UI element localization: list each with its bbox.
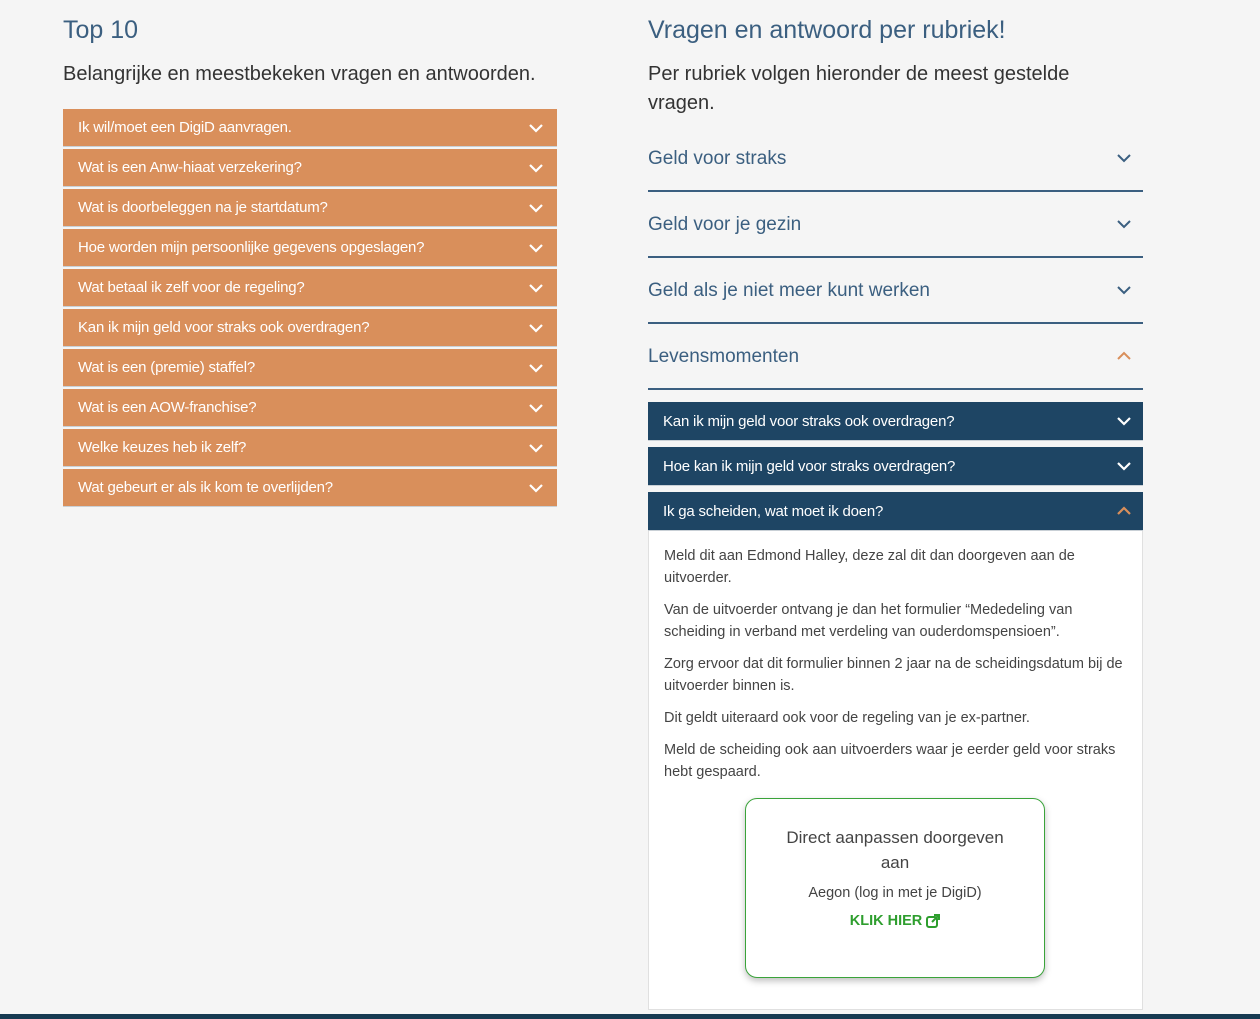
answer-paragraph: Zorg ervoor dat dit formulier binnen 2 jaar na de scheidingsdatum bij de uitvoerder binnen is. xyxy=(664,656,1123,694)
top10-item-label: Wat is doorbeleggen na je startdatum? xyxy=(78,199,328,216)
klik-hier-link[interactable] xyxy=(850,913,941,929)
answer-paragraph: Meld de scheiding ook aan uitvoerders waar je eerder geld voor straks hebt gespaard. xyxy=(664,742,1116,780)
top10-item[interactable] xyxy=(63,149,557,187)
top10-item-label: Hoe worden mijn persoonlijke gegevens opgeslagen? xyxy=(78,239,425,256)
top10-subtitle: Belangrijke en meestbekeken vragen en antwoorden. xyxy=(63,63,536,85)
chevron-down-icon xyxy=(527,199,545,217)
top10-list xyxy=(63,109,557,509)
chevron-down-icon xyxy=(527,239,545,257)
chevron-down-icon xyxy=(1115,215,1133,233)
top10-item-label: Wat gebeurt er als ik kom te overlijden? xyxy=(78,479,333,496)
top10-item-label: Kan ik mijn geld voor straks ook overdragen? xyxy=(78,319,370,336)
chevron-down-icon xyxy=(527,119,545,137)
top10-item-label: Wat is een (premie) staffel? xyxy=(78,359,255,376)
answer-paragraph: Dit geldt uiteraard ook voor de regeling van je ex-partner. xyxy=(664,710,1030,726)
top10-item-label: Welke keuzes heb ik zelf? xyxy=(78,439,247,456)
top10-item[interactable] xyxy=(63,309,557,347)
top10-title: Top 10 xyxy=(63,16,139,44)
category-geld-voor-je-gezin[interactable] xyxy=(648,192,1143,258)
chevron-down-icon xyxy=(527,399,545,417)
chevron-down-icon xyxy=(1115,149,1133,167)
chevron-down-icon xyxy=(527,479,545,497)
chevron-down-icon xyxy=(1115,457,1133,475)
top10-item-label: Wat is een Anw-hiaat verzekering? xyxy=(78,159,302,176)
rubriek-title: Vragen en antwoord per rubriek! xyxy=(648,16,1006,44)
external-link-icon xyxy=(926,914,940,928)
answer-paragraph: Van de uitvoerder ontvang je dan het formulier “Mededeling van scheiding in verband met verdeling van ouderdomspensioen”. xyxy=(664,602,1073,640)
question-item[interactable] xyxy=(648,402,1143,441)
top10-item[interactable] xyxy=(63,269,557,307)
category-niet-meer-werken[interactable] xyxy=(648,258,1143,324)
chevron-down-icon xyxy=(1115,412,1133,430)
question-label: Ik ga scheiden, wat moet ik doen? xyxy=(663,502,884,520)
category-label: Levensmomenten xyxy=(648,346,800,367)
category-geld-voor-straks[interactable] xyxy=(648,126,1143,192)
question-item-open[interactable] xyxy=(648,492,1143,531)
chevron-down-icon xyxy=(527,319,545,337)
chevron-up-icon xyxy=(1115,347,1133,365)
chevron-down-icon xyxy=(527,359,545,377)
cta-box xyxy=(745,798,1045,978)
category-label: Geld voor straks xyxy=(648,148,787,169)
rubriek-subtitle: Per rubriek volgen hieronder de meest gestelde vragen. xyxy=(648,63,1070,114)
klik-hier-label: KLIK HIER xyxy=(849,913,923,929)
top10-item[interactable] xyxy=(63,229,557,267)
question-item[interactable] xyxy=(648,447,1143,486)
top10-item-label: Wat betaal ik zelf voor de regeling? xyxy=(78,279,305,296)
question-list xyxy=(648,402,1143,531)
category-label: Geld voor je gezin xyxy=(648,214,802,235)
category-label: Geld als je niet meer kunt werken xyxy=(648,280,930,301)
top10-item[interactable] xyxy=(63,349,557,387)
chevron-down-icon xyxy=(1115,281,1133,299)
question-label: Hoe kan ik mijn geld voor straks overdragen? xyxy=(663,457,956,475)
top10-item-label: Ik wil/moet een DigiD aanvragen. xyxy=(78,119,292,136)
top10-item[interactable] xyxy=(63,429,557,467)
chevron-down-icon xyxy=(527,279,545,297)
chevron-down-icon xyxy=(527,439,545,457)
category-list xyxy=(648,126,1143,390)
top10-item[interactable] xyxy=(63,469,557,507)
cta-title: Direct aanpassen doorgeven aan xyxy=(786,828,1004,872)
top10-item[interactable] xyxy=(63,389,557,427)
chevron-up-icon xyxy=(1115,502,1133,520)
top10-item[interactable] xyxy=(63,109,557,147)
top10-item-label: Wat is een AOW-franchise? xyxy=(78,399,257,416)
cta-subtitle: Aegon (log in met je DigiD) xyxy=(808,885,982,901)
answer-paragraph: Meld dit aan Edmond Halley, deze zal dit dan doorgeven aan de uitvoerder. xyxy=(664,548,1075,586)
question-label: Kan ik mijn geld voor straks ook overdragen? xyxy=(663,412,955,430)
footer-bar xyxy=(0,1014,1260,1019)
category-levensmomenten[interactable] xyxy=(648,324,1143,390)
answer-panel xyxy=(648,531,1143,1010)
chevron-down-icon xyxy=(527,159,545,177)
top10-item[interactable] xyxy=(63,189,557,227)
